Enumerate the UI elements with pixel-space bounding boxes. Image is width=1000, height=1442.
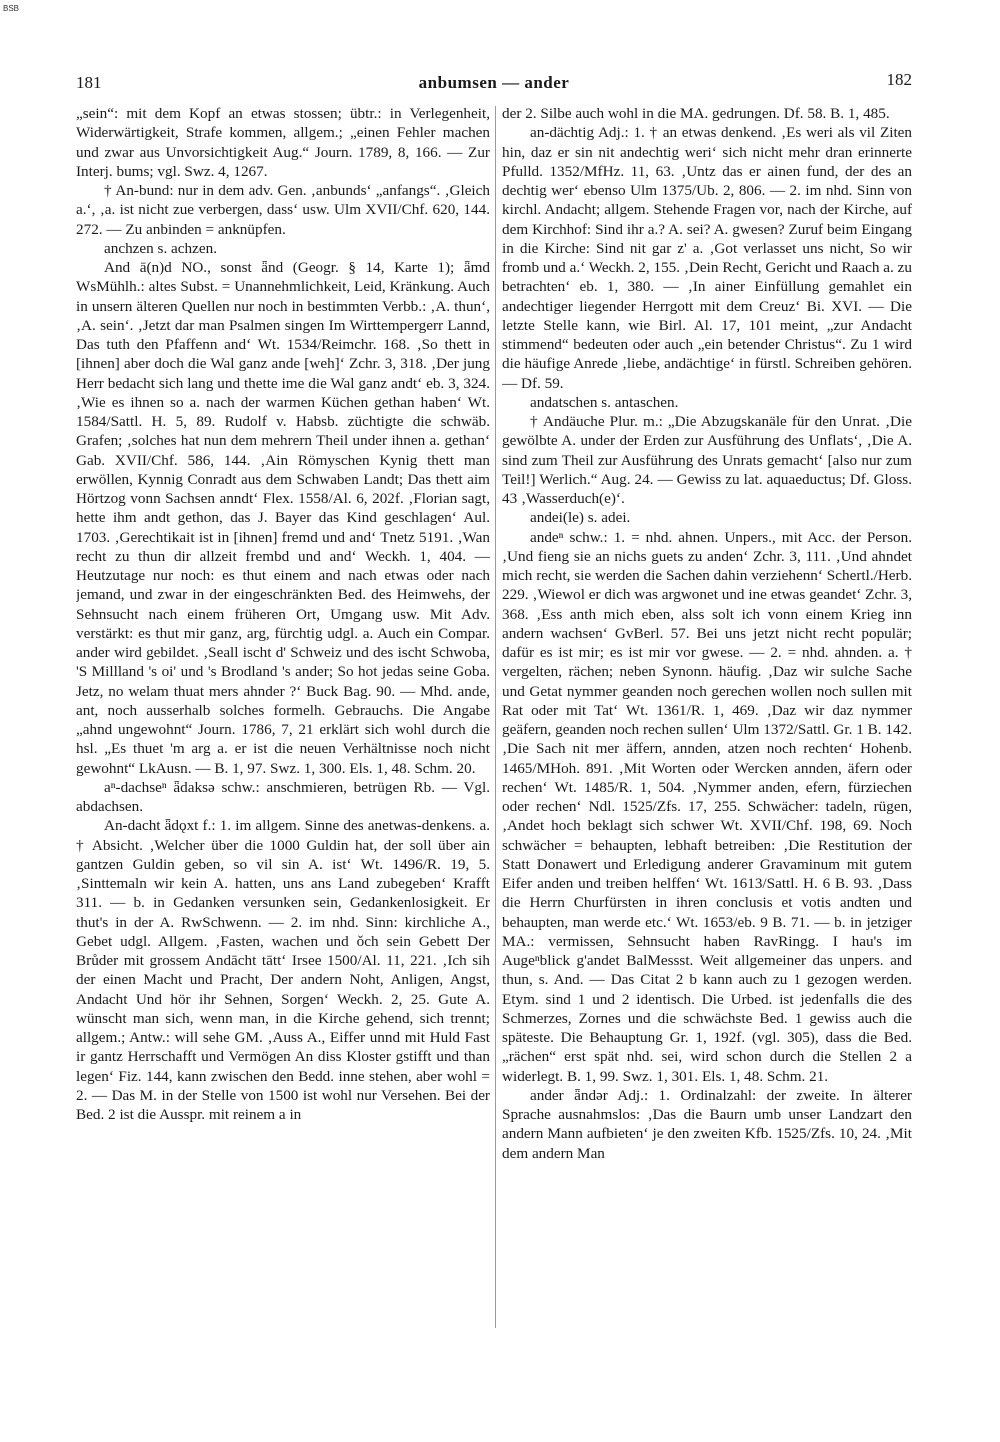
entry-andatschen: andatschen s. antaschen. [530, 393, 679, 411]
page-number-right: 182 [886, 70, 912, 89]
running-head: anbumsen — ander [418, 73, 570, 92]
entry-continuation-right: der 2. Silbe auch wohl in die MA. gedrungen. Df. 58. B. 1, 485. [502, 105, 890, 122]
page-header [76, 70, 912, 94]
entry-andaechtig: an-dächtig Adj.: 1. † an etwas denkend. ‚Es weri als vil Ziten hin, daz er sin nit andechtig weri‘ sich nicht mehr dran erinnerte Pfulld. 1352/MfHz. 11, 63. ‚Untz das er ainen fund, der des an dechtig wer‘ ebenso Ulm 1375/Ub. 2, 806. — 2. im nhd. Sinn von kirchl. Andacht; allgem. Stehende Fragen vor, nach der Kirche, auf dem Kirchhof: Sind ihr a.? A. sei? A. gwesen? Zuruf beim Eingang in die Kirche: Sind nit gar z' a. ‚Got verlasset uns nicht, So wir fromb und a.‘ Weckh. 2, 155. ‚Dein Recht, Gericht und Raach a. zu betrachten‘ eb. 1, 380. — ‚In ainer Einfüllung gemahlet ein andechtiger liegender Herrgott mit dem Creuz‘ Bi. XVI. — Die letzte Stelle kann, wie Birl. Al. 17, 101 meint, „zur Andacht stimmend“ bedeuten oder auch „ein betender Christus“. Zu 1 wird die häufige Anrede ‚liebe, andächtige‘ in fürstl. Schreiben gehören. — Df. 59. [502, 124, 912, 392]
entry-and: And ā(n)d NO., sonst ǟnd (Geogr. § 14, Karte 1); ǟmd WsMühlh.: altes Subst. = Unannehmlichkeit, Leid, Kränkung. Auch in unsern älteren Quellen nur noch in bestimmten Verbb.: ‚A. thun‘, ‚A. sein‘. ‚Jetzt dar man Psalmen singen Im Wirttempergerr Lannd, Das tuth den Pfaffenn and‘ Wt. 1534/Reimchr. 168. ‚So thett in [ihnen] aber doch die Wal ganz ande [weh]‘ Zchr. 3, 318. ‚Der jung Herr bedacht sich lang und thette ime die Wal ganz andt‘ eb. 3, 324. ‚Wie es ihnen so a. nach der warmen Küchen gethan haben‘ Wt. 1584/Sattl. H. 5, 89. Rudolf v. Habsb. züchtigte die schwäb. Grafen; ‚solches hat nun dem mehrern Theil under ihnen a. gethan‘ Gab. XVII/Chf. 586, 144. ‚Ain Römyschen Kynig thett man erwöllen, Kynnig Conradt aus dem Schwaben Landt; Das thett aim Hörtzog vonn Sachsen anndt‘ Flex. 1558/Al. 6, 202f. ‚Florian sagt, hette ihm andt gethon, das J. Bayer das Kind geschlagen‘ Aul. 1703. ‚Gerechtikait ist in [ihnen] fremd und and‘ Tnetz 5191. ‚Wan recht zu thun dir allzeit frembd und and‘ Weckh. 1, 404. — Heutzutage nur noch: es thut einem and nach etwas oder nach jemand, und zwar in der eingeschränkten Bed. des Heimwehs, der Sehnsucht nach einem früheren Ort, Umgang usw. Mit Adv. verstärkt: es thut mir ganz, arg, fürchtig udgl. a. Auch ein Compar. ander wird gebildet. ‚Seall ischt d' Schweiz und des ischt Schwoba, 'S Millland 's oi' und 's Brodland 's ander; So hot jedas seine Goba. Jetz, no welam thuat mers ahnder ?‘ Buck Bag. 90. — Mhd. ande, ant, noch ausserhalb solches formelh. Gebrauchs. Die Angabe „ahnd ungewohnt“ Journ. 1786, 7, 21 erklärt sich wohl durch die hsl. „Es thuet 'm arg a. er ist die neuen Verhältnisse noch nicht gewohnt“ LkAusn. — B. 1, 97. Swz. 1, 300. Els. 1, 48. Schm. 20. [76, 259, 490, 777]
column-divider [495, 106, 496, 1328]
page-number-left: 181 [76, 73, 102, 92]
entry-andeile: andei(le) s. adei. [530, 509, 631, 527]
library-stamp: BSB [3, 4, 20, 13]
entry-anden: andeⁿ schw.: 1. = nhd. ahnen. Unpers., mit Acc. der Person. ‚Und fieng sie an nichs guets zu anden‘ Zchr. 3, 111. ‚Und ahndet mich recht, sie werden die Sachen dahin verziehenn‘ Schertl./Herb. 229. ‚Wiewol er dich was argwonet und ine etwas geandet‘ Zchr. 3, 368. ‚Ess anth mich eben, alss solt ich vonn einem Krieg inn andern wachsen‘ GvBerl. 57. Bei uns jetzt nicht recht populär; dafür es ist mir; es ist mir vor gwese. — 2. = nhd. ahnden. a. † vergelten, rächen; neben Synonn. häufig. ‚Daz wir sulche Sache und Getat nymmer geanden noch gerechen wollen noch sullen mit Rat oder mit Tat‘ Wt. 1361/R. 1, 469. ‚Daz wir daz nymmer geäfern, geanden noch rechen sullen‘ Ulm 1372/Sattl. Gr. 1 B. 142. ‚Die Sach nit mer äffern, annden, atzen noch rechten‘ Hohenb. 1465/MHoh. 891. ‚Mit Worten oder Wercken annden, äfern oder rechen‘ Wt. 1485/R. 1, 504. ‚Nymmer anden, efern, fürziechen oder rechen‘ Ndl. 1525/Zfs. 17, 255. Schwächer: tadeln, rügen, ‚Andet hoch beklagt sich schwer Wt. XVII/Chf. 198, 69. Noch schwächer = behaupten, lebhaft betreiben: ‚Die Restitution der Statt Donawert und Erledigung anderer Gravaminum mit gutem Eifer anden und treiben helffen‘ Wt. 1613/Sattl. H. 6 B. 93. ‚Dass die Herrn Churfürsten in ihren conclusis et votis andten und behaupten, man werde etc.‘ Wt. 1653/eb. 9 B. 71. — b. in jetziger MA.: vermissen, Sehnsucht haben RavRingg. I hau's im Augeⁿblick g'andet BalMessst. Weit allgemeiner das unpers. and thun, s. And. — Das Citat 2 b kann auch zu 1 gezogen werden. Etym. sind 1 und 2 identisch. Die Urbed. ist jedenfalls die des Schmerzes, Zornes und die schwächste Bed. 1 gewiss auch die späteste. Die Behauptung Gr. 1, 192f. (vgl. 305), dass die Bed. „rächen“ erst spät nhd. sei, wird schon durch die Stellen 2 a widerlegt. B. 1, 99. Swz. 1, 301. Els. 1, 48. Schm. 21. [502, 528, 912, 1085]
entry-andacht: An-dacht ǟdǫxt f.: 1. im allgem. Sinne des anetwas-denkens. a. † Absicht. ‚Welcher über die 1000 Guldin hat, der soll über ain gantzen Guldin geben, so vil sin A. ist‘ Wt. 1496/R. 19, 5. ‚Sinttemaln wir kein A. hatten, uns ans Land zubegeben‘ Krafft 311. — b. in Gedanken versunken sein, Gedankenlosigkeit. Er thut's in der A. RwSchwenn. — 2. im nhd. Sinn: kirchliche A., Gebet udgl. Allgem. ‚Fasten, wachen und ǒch sein Gebett Der Brůder mit grossem Andācht tātt‘ Irsee 1500/Al. 11, 221. ‚Ich sih der einen Macht und Pracht, Der andern Noht, Anligen, Angst, Andacht Und hör ihr Sehnen, Sorgen‘ Weckh. 2, 25. Gute A. wünscht man sich, wenn man, in die Kirche gehend, sich trennt; allgem.; Antw.: will sehe GM. ‚Auss A., Eiffer unnd mit Huld Fast ir gantz Herrschafft und Vermögen An diss Kloster gstifft und than legen‘ Fiz. 144, kann zwischen den Bedd. inne stehen, aber wohl = 2. — Das M. in der Stelle von 1500 ist wohl nur Versehen. Bei der Bed. 2 ist die Ausspr. mit reinem a in [76, 817, 490, 1123]
entry-andachsen: aⁿ-dachseⁿ ǟdaksə schw.: anschmieren, betrügen Rb. — Vgl. abdachsen. [76, 778, 490, 815]
left-column [76, 104, 490, 1329]
entry-andaeuche: † Andäuche Plur. m.: „Die Abzugskanäle für den Unrat. ‚Die gewölbte A. under der Erden zur Ausführung des Unflats‘, ‚Die A. sind zum Theil zur Ausführung des Unrats gemacht‘ [also nur zum Teil!] Werlich.“ Aug. 24. — Gewiss zu lat. aquaeductus; Df. Gloss. 43 ‚Wasserduch(e)‘. [502, 413, 912, 507]
entry-anchzen: anchzen s. achzen. [104, 239, 217, 257]
entry-ander: ander ǟndər Adj.: 1. Ordinalzahl: der zweite. In älterer Sprache ausnahmslos: ‚Das die Baurn umb unser Landzart den andern Mann aufbieten‘ je den zweiten Kfb. 1525/Zfs. 10, 24. ‚Mit dem andern Man [502, 1086, 912, 1162]
entry-continuation: „sein“: mit dem Kopf an etwas stossen; übtr.: in Verlegenheit, Widerwärtigkeit, Strafe kommen, allgem.; „einen Fehler machen und zwar aus Unvorsichtigkeit Aug.“ Journ. 1789, 8, 166. — Zur Interj. bums; vgl. Swz. 4, 1267. [76, 105, 490, 180]
right-column [502, 104, 912, 1326]
entry-anbund: † An-bund: nur in dem adv. Gen. ‚anbunds‘ „anfangs“. ‚Gleich a.‘, ‚a. ist nicht zue verbergen, dass‘ usw. Ulm XVII/Chf. 620, 144. 272. — Zu anbinden = anknüpfen. [76, 182, 490, 238]
